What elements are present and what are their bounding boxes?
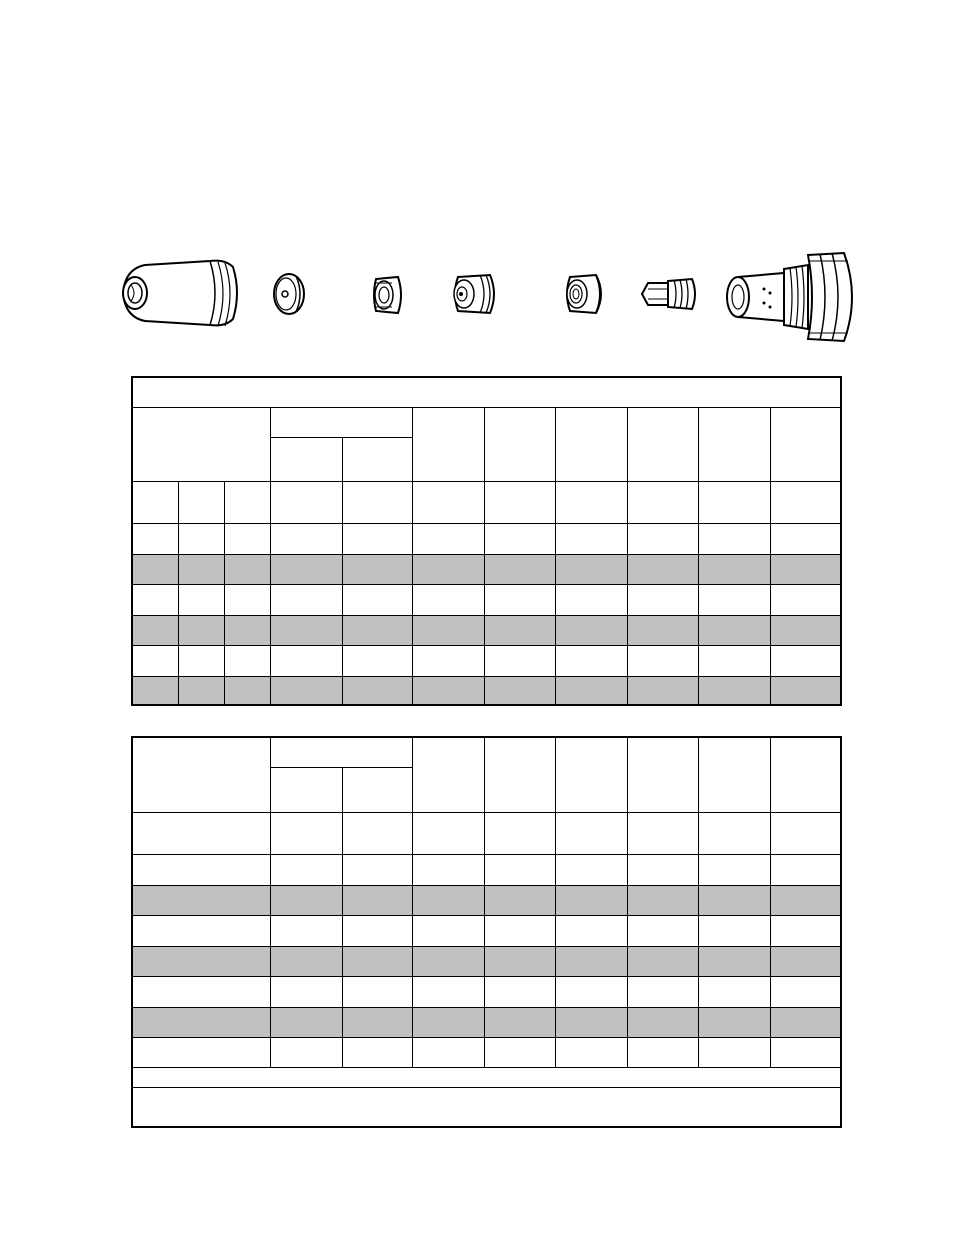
table-row <box>132 854 841 885</box>
header-cell <box>770 407 841 481</box>
header-cell <box>770 737 841 812</box>
retaining-cap-icon <box>370 273 406 317</box>
table-row <box>132 554 841 584</box>
table-row <box>132 615 841 645</box>
header-cell <box>555 737 627 812</box>
table-row <box>132 915 841 946</box>
header-cell <box>698 407 770 481</box>
shield-icon <box>115 257 243 329</box>
header-subcell <box>342 437 412 481</box>
table-row <box>132 976 841 1007</box>
header-subcell <box>270 767 342 812</box>
table-row <box>132 885 841 915</box>
consumables-table-2 <box>131 736 842 1128</box>
swirl-ring-icon <box>562 271 608 317</box>
header-cell <box>412 407 484 481</box>
header-cell <box>484 737 555 812</box>
header-cell <box>555 407 627 481</box>
table-row <box>132 523 841 554</box>
table-row <box>132 676 841 705</box>
table-row <box>132 584 841 615</box>
consumable-parts-illustration <box>110 245 870 345</box>
header-group-cell <box>270 407 412 437</box>
table-2-note-2 <box>132 1087 841 1127</box>
nozzle-icon <box>450 269 502 319</box>
header-cell <box>132 737 270 812</box>
electrode-icon <box>640 275 700 313</box>
torch-head-icon <box>724 249 864 345</box>
table-row <box>132 481 841 523</box>
table-row <box>132 812 841 854</box>
table-row <box>132 645 841 676</box>
table-row <box>132 1037 841 1067</box>
header-cell <box>627 737 698 812</box>
consumables-table-1 <box>131 376 842 706</box>
table-1-title <box>132 377 841 407</box>
deflector-icon <box>272 272 306 316</box>
table-2-note-1 <box>132 1067 841 1087</box>
header-cell <box>484 407 555 481</box>
header-subcell <box>342 767 412 812</box>
table-row <box>132 946 841 976</box>
header-group-cell <box>270 737 412 767</box>
header-cell <box>412 737 484 812</box>
header-cell <box>627 407 698 481</box>
header-subcell <box>270 437 342 481</box>
header-cell <box>132 407 270 481</box>
table-row <box>132 1007 841 1037</box>
header-cell <box>698 737 770 812</box>
